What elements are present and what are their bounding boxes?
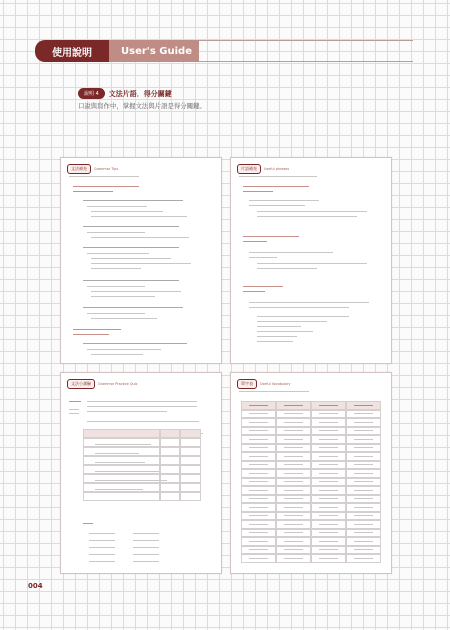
vocab-table-cell (276, 503, 311, 512)
cell-text-line (354, 439, 374, 440)
vocab-table-row (241, 461, 381, 470)
cell-text-line (319, 430, 339, 431)
cell-text-line (354, 405, 374, 406)
text-line (83, 200, 183, 201)
text-line (249, 307, 349, 308)
card-label: 單字表 (237, 379, 257, 389)
vocab-table-cell (311, 512, 346, 521)
text-line (73, 186, 139, 187)
cell-text-line (284, 498, 304, 499)
cell-text-line (249, 490, 269, 491)
card-label-en: Grammar Tips (94, 167, 119, 171)
quiz-table-cell (83, 456, 160, 465)
vocab-table-cell (311, 452, 346, 461)
vocab-table-cell (276, 537, 311, 546)
quiz-table-row (83, 429, 201, 438)
vocab-table-cell (346, 512, 381, 521)
vocab-table-cell (346, 401, 381, 410)
vocab-table-row (241, 418, 381, 427)
vocab-table-cell (311, 418, 346, 427)
cell-text-line (319, 524, 339, 525)
cell-text-line (249, 405, 269, 406)
cell-text-line (319, 422, 339, 423)
card-header (237, 379, 291, 389)
cell-text-line (354, 422, 374, 423)
text-line (133, 547, 159, 548)
text-line (87, 401, 197, 402)
vocab-table-cell (276, 554, 311, 563)
page-number: 004 (28, 582, 43, 590)
section-heading (78, 88, 172, 99)
vocab-table-cell (311, 469, 346, 478)
cell-text-line (319, 456, 339, 457)
cell-text-line (284, 532, 304, 533)
cell-text-line (249, 507, 269, 508)
quiz-table-cell (160, 483, 181, 492)
vocab-table-cell (241, 469, 276, 478)
text-line (87, 206, 147, 207)
vocab-table-cell (346, 520, 381, 529)
cell-text-line (284, 524, 304, 525)
cell-text-line (354, 430, 374, 431)
vocab-table-cell (241, 444, 276, 453)
text-line (257, 263, 367, 264)
vocab-table-cell (241, 520, 276, 529)
cell-text-line (319, 558, 339, 559)
text-line (83, 280, 179, 281)
vocab-table-cell (276, 452, 311, 461)
vocab-table-cell (241, 512, 276, 521)
vocab-table-cell (241, 486, 276, 495)
cell-text-line (284, 422, 304, 423)
vocab-table-cell (276, 427, 311, 436)
cell-text-line (354, 473, 374, 474)
vocab-table-row (241, 478, 381, 487)
card-header (67, 164, 118, 174)
text-line (257, 326, 301, 327)
cell-text-line (319, 473, 339, 474)
quiz-table-row (83, 474, 201, 483)
quiz-table-cell (83, 465, 160, 474)
vocab-table-row (241, 554, 381, 563)
cell-text-line (354, 507, 374, 508)
vocab-table-row (241, 537, 381, 546)
vocab-table-cell (241, 418, 276, 427)
vocab-table-cell (346, 495, 381, 504)
text-line (133, 533, 159, 534)
card-label: 文法補充 (67, 164, 91, 174)
text-line (73, 334, 109, 335)
cell-text-line (284, 473, 304, 474)
vocab-table-cell (276, 478, 311, 487)
quiz-table-cell (83, 438, 160, 447)
text-line (91, 354, 143, 355)
cell-text-line (249, 473, 269, 474)
quiz-table-row (83, 483, 201, 492)
vocab-table-cell (346, 486, 381, 495)
section-badge: 說明 4 (78, 88, 105, 99)
text-line (87, 232, 145, 233)
text-line (239, 391, 309, 392)
card-header (237, 164, 289, 174)
vocab-table-cell (276, 520, 311, 529)
vocab-table-cell (241, 529, 276, 538)
card-header (67, 379, 137, 389)
vocab-table-cell (276, 486, 311, 495)
vocab-table-cell (346, 410, 381, 419)
cell-text-line (249, 456, 269, 457)
cell-text-line (249, 515, 269, 516)
vocab-table-cell (311, 537, 346, 546)
text-line (83, 226, 179, 227)
quiz-table-cell (160, 456, 181, 465)
card-label-en: Useful Vocabulary (260, 382, 291, 386)
cell-text-line (284, 430, 304, 431)
vocab-table-cell (276, 435, 311, 444)
quiz-table-row (83, 465, 201, 474)
vocab-table-cell (276, 444, 311, 453)
vocab-table-cell (311, 503, 346, 512)
quiz-table-row (83, 456, 201, 465)
cell-text-line (249, 464, 269, 465)
text-line (91, 268, 141, 269)
text-line (249, 252, 333, 253)
cell-text-line (249, 481, 269, 482)
header-title-en: User's Guide (109, 40, 199, 62)
text-line (243, 291, 265, 292)
cell-text-line (354, 413, 374, 414)
vocab-table-cell (346, 469, 381, 478)
vocab-table-cell (311, 554, 346, 563)
text-line (87, 286, 145, 287)
vocab-table-cell (241, 478, 276, 487)
vocab-table-cell (346, 418, 381, 427)
text-line (91, 318, 157, 319)
header-rule (199, 40, 413, 62)
cell-text-line (319, 549, 339, 550)
quiz-table-cell (83, 483, 160, 492)
text-line (133, 554, 159, 555)
text-line (87, 313, 145, 314)
vocab-table-cell (346, 435, 381, 444)
text-line (239, 176, 317, 177)
vocab-table-cell (311, 486, 346, 495)
text-line (87, 349, 161, 350)
cell-text-line (319, 405, 339, 406)
vocab-table-cell (346, 503, 381, 512)
text-line (91, 216, 187, 217)
cell-text-line (354, 549, 374, 550)
cell-text-line (354, 558, 374, 559)
vocab-table-cell (276, 495, 311, 504)
cell-text-line (354, 524, 374, 525)
vocab-table-cell (311, 444, 346, 453)
cell-text-line (249, 532, 269, 533)
vocab-table-cell (346, 478, 381, 487)
cell-text-line (284, 456, 304, 457)
vocab-table-cell (276, 546, 311, 555)
cell-text-line (354, 498, 374, 499)
vocab-table-cell (311, 435, 346, 444)
quiz-table-cell (160, 447, 181, 456)
text-line (91, 211, 163, 212)
quiz-table-cell (160, 429, 181, 438)
cell-text-line (284, 541, 304, 542)
text-line (257, 336, 297, 337)
text-line (91, 263, 191, 264)
cell-text-line (249, 422, 269, 423)
vocab-table-cell (276, 418, 311, 427)
text-line (257, 331, 313, 332)
vocab-table-row (241, 410, 381, 419)
cell-text-line (354, 490, 374, 491)
vocab-table-cell (241, 410, 276, 419)
quiz-table-cell (180, 465, 201, 474)
vocab-table-row (241, 546, 381, 555)
intro-paragraph: 口說與寫作中，掌握文法與片語是得分關鍵。 (78, 102, 206, 110)
cell-text-line (249, 413, 269, 414)
cell-text-line (319, 507, 339, 508)
text-line (133, 540, 159, 541)
vocab-table-row (241, 435, 381, 444)
vocab-table-cell (311, 461, 346, 470)
vocab-table-cell (311, 410, 346, 419)
vocab-table-cell (241, 546, 276, 555)
useful-phrases-card (230, 157, 392, 364)
quiz-table-cell (160, 438, 181, 447)
cell-text-line (249, 541, 269, 542)
cell-text-line (284, 515, 304, 516)
vocab-table-cell (346, 452, 381, 461)
quiz-table-cell (83, 474, 160, 483)
vocab-table-cell (276, 410, 311, 419)
cell-text-line (354, 481, 374, 482)
text-line (91, 237, 189, 238)
vocab-table-cell (276, 401, 311, 410)
vocab-table-cell (276, 461, 311, 470)
vocab-table-cell (276, 512, 311, 521)
cell-text-line (319, 541, 339, 542)
vocab-table-cell (311, 427, 346, 436)
text-line (91, 296, 155, 297)
quiz-table-cell (160, 492, 181, 501)
header-title-jp: 使用說明 (35, 40, 109, 62)
text-line (83, 523, 93, 524)
vocab-table-cell (241, 401, 276, 410)
text-line (257, 321, 327, 322)
cell-text-line (284, 447, 304, 448)
card-label: 片語補充 (237, 164, 261, 174)
cell-text-line (319, 447, 339, 448)
text-line (243, 191, 273, 192)
page-header (35, 40, 413, 62)
vocab-table-cell (346, 546, 381, 555)
cell-text-line (319, 481, 339, 482)
cell-text-line (354, 515, 374, 516)
vocab-table-cell (241, 435, 276, 444)
text-line (257, 216, 357, 217)
quiz-table-cell (83, 429, 160, 438)
vocab-table-cell (241, 452, 276, 461)
vocab-table-cell (346, 529, 381, 538)
vocab-table-row (241, 401, 381, 410)
vocab-table-cell (346, 427, 381, 436)
cell-text-line (354, 532, 374, 533)
cell-text-line (319, 413, 339, 414)
vocab-table-cell (311, 478, 346, 487)
text-line (73, 191, 113, 192)
section-title: 文法片語．得分關鍵 (108, 89, 172, 98)
cell-text-line (354, 541, 374, 542)
quiz-table-cell (160, 474, 181, 483)
text-line (69, 413, 79, 414)
text-line (89, 547, 115, 548)
vocab-table-cell (241, 461, 276, 470)
text-line (89, 554, 115, 555)
vocab-table-row (241, 512, 381, 521)
text-line (87, 411, 167, 412)
cell-text-line (249, 447, 269, 448)
card-label-en: Grammar Practice Quiz (98, 382, 138, 386)
vocab-table-row (241, 503, 381, 512)
vocab-table-row (241, 444, 381, 453)
vocab-table-row (241, 486, 381, 495)
vocab-table-cell (241, 503, 276, 512)
cell-text-line (249, 439, 269, 440)
text-line (83, 343, 187, 344)
text-line (69, 176, 139, 177)
vocab-table-row (241, 520, 381, 529)
text-line (69, 401, 81, 402)
cell-text-line (249, 558, 269, 559)
grammar-tips-card (60, 157, 222, 364)
text-line (249, 205, 305, 206)
quiz-table-row (83, 438, 201, 447)
cell-text-line (284, 549, 304, 550)
text-line (91, 258, 171, 259)
card-label-en: Useful phrases (264, 167, 290, 171)
cell-text-line (284, 439, 304, 440)
quiz-table-cell (83, 447, 160, 456)
cell-text-line (319, 515, 339, 516)
vocab-table-row (241, 452, 381, 461)
quiz-table-cell (180, 456, 201, 465)
text-line (73, 329, 121, 330)
quiz-table-cell (180, 429, 201, 438)
text-line (89, 533, 115, 534)
text-line (87, 253, 149, 254)
cell-text-line (319, 464, 339, 465)
cell-text-line (284, 405, 304, 406)
cell-text-line (249, 430, 269, 431)
quiz-table-cell (180, 447, 201, 456)
cell-text-line (284, 490, 304, 491)
text-line (83, 247, 179, 248)
text-line (83, 307, 183, 308)
cell-text-line (284, 413, 304, 414)
text-line (243, 236, 299, 237)
text-line (249, 257, 277, 258)
cell-text-line (284, 558, 304, 559)
vocab-table-cell (311, 546, 346, 555)
text-line (87, 406, 197, 407)
text-line (249, 302, 369, 303)
vocab-table-cell (276, 529, 311, 538)
text-line (87, 421, 199, 422)
vocab-table-cell (241, 427, 276, 436)
quiz-table-cell (180, 492, 201, 501)
text-line (257, 316, 349, 317)
vocabulary-card (230, 372, 392, 574)
text-line (69, 409, 79, 410)
text-line (243, 241, 267, 242)
grammar-quiz-card (60, 372, 222, 574)
cell-text-line (319, 532, 339, 533)
quiz-table-row (83, 447, 201, 456)
text-line (257, 268, 317, 269)
text-line (243, 186, 309, 187)
quiz-table-row (83, 492, 201, 501)
vocab-table-cell (241, 554, 276, 563)
text-line (133, 561, 159, 562)
cell-text-line (354, 464, 374, 465)
quiz-table-cell (180, 483, 201, 492)
vocab-table-cell (311, 495, 346, 504)
vocab-table-cell (346, 444, 381, 453)
cell-text-line (319, 439, 339, 440)
cell-text-line (249, 549, 269, 550)
vocab-table-row (241, 427, 381, 436)
vocab-table-cell (241, 495, 276, 504)
text-line (243, 286, 283, 287)
vocab-table-cell (346, 461, 381, 470)
cell-text-line (319, 498, 339, 499)
text-line (89, 540, 115, 541)
text-line (257, 341, 293, 342)
vocab-table-cell (311, 529, 346, 538)
cell-text-line (249, 524, 269, 525)
quiz-table-cell (160, 465, 181, 474)
text-line (257, 211, 367, 212)
quiz-table-cell (180, 438, 201, 447)
vocab-table-cell (311, 520, 346, 529)
vocab-table-cell (276, 469, 311, 478)
cell-text-line (284, 507, 304, 508)
vocab-table-row (241, 495, 381, 504)
vocab-table-cell (311, 401, 346, 410)
card-label: 文法小測驗 (67, 379, 95, 389)
cell-text-line (249, 498, 269, 499)
vocab-table-cell (346, 537, 381, 546)
cell-text-line (319, 490, 339, 491)
quiz-table-cell (83, 492, 160, 501)
cell-text-line (284, 464, 304, 465)
vocab-table-row (241, 469, 381, 478)
text-line (91, 291, 181, 292)
vocab-table-cell (241, 537, 276, 546)
vocab-table-cell (346, 554, 381, 563)
text-line (89, 561, 115, 562)
cell-text-line (354, 447, 374, 448)
text-line (249, 200, 319, 201)
vocab-table-row (241, 529, 381, 538)
cell-text-line (284, 481, 304, 482)
cell-text-line (354, 456, 374, 457)
quiz-table-cell (180, 474, 201, 483)
